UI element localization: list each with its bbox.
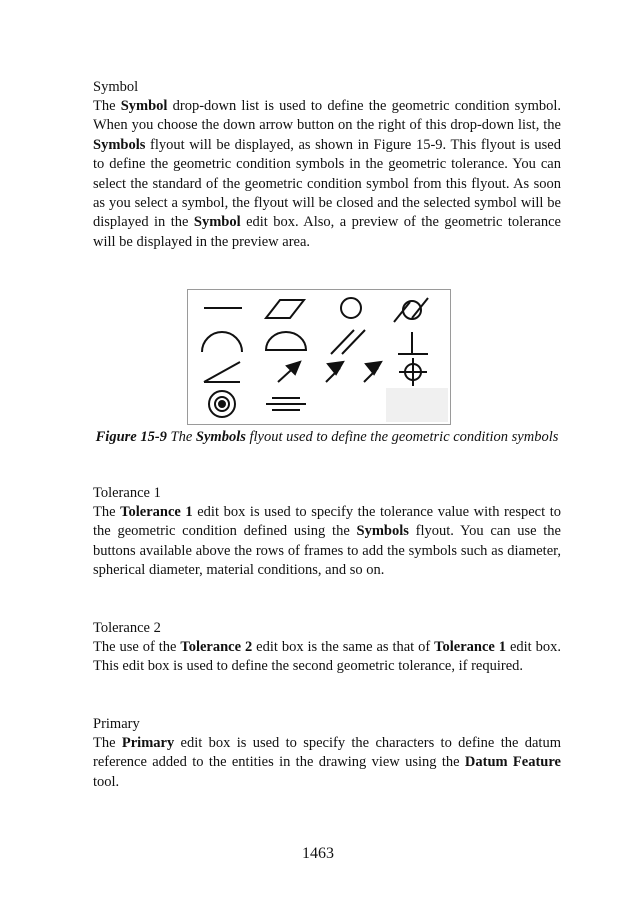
page-number: 1463 bbox=[302, 845, 334, 862]
bold-term: Tolerance 2 bbox=[180, 639, 253, 655]
circularity-icon bbox=[341, 298, 361, 318]
section-tolerance-2 bbox=[93, 619, 561, 677]
caption-label: Figure 15-9 bbox=[95, 429, 167, 445]
symbols-flyout-figure bbox=[187, 289, 451, 425]
section-heading: Primary bbox=[93, 716, 140, 732]
text: edit box is used to specify the tolerance value with respect to the geometric condition defined using the bbox=[93, 504, 561, 540]
text: flyout used to define the geometric condition symbols bbox=[245, 429, 559, 445]
bold-term: Symbol bbox=[193, 214, 241, 231]
text: The bbox=[93, 504, 121, 520]
bold-term: Symbol bbox=[120, 98, 168, 114]
paragraph bbox=[93, 503, 561, 581]
symbols-grid bbox=[188, 290, 450, 424]
total-runout-icon bbox=[326, 362, 381, 382]
concentricity-icon bbox=[209, 391, 235, 417]
flatness-icon bbox=[266, 300, 304, 318]
paragraph bbox=[93, 734, 561, 792]
parallelism-icon bbox=[331, 330, 365, 354]
section-heading: Symbol bbox=[93, 79, 139, 95]
text: The use of the bbox=[93, 639, 181, 655]
figure-caption bbox=[93, 428, 561, 447]
bold-term: Tolerance 1 bbox=[434, 639, 507, 655]
section-heading: Tolerance 2 bbox=[93, 620, 161, 636]
text: The bbox=[166, 429, 196, 445]
bold-term: Symbols bbox=[93, 136, 146, 153]
text: edit box. This edit box is used to define the second geometric tolerance, if required. bbox=[93, 639, 561, 675]
circular-runout-icon bbox=[278, 362, 300, 382]
profile-of-surface-icon bbox=[266, 332, 306, 350]
paragraph bbox=[93, 97, 561, 252]
none-icon bbox=[386, 388, 448, 422]
angularity-icon bbox=[204, 362, 240, 382]
text: tool. bbox=[93, 773, 120, 790]
position-icon bbox=[399, 358, 427, 386]
bold-term: Primary bbox=[121, 735, 175, 751]
symmetry-icon bbox=[266, 398, 306, 410]
bold-term: Symbols bbox=[195, 429, 246, 445]
paragraph bbox=[93, 638, 561, 677]
text: flyout will be displayed, as shown in Figure 15-9. This flyout is used to define the geometric condition symbols in the geometric tolerance. You can select the standard of the geometric condition symbol from this flyout. As soon as you select a symbol, the flyout will be closed and the selected symbol will be displayed in the bbox=[93, 136, 561, 231]
section-tolerance-1 bbox=[93, 484, 561, 581]
text: edit box is the same as that of bbox=[252, 639, 435, 655]
text: flyout. You can use the buttons available above the rows of frames to add the symbols such as diameter, spherical diameter, material conditions, and so on. bbox=[93, 523, 561, 579]
text: The bbox=[93, 98, 121, 114]
section-heading: Tolerance 1 bbox=[93, 485, 161, 501]
profile-of-line-icon bbox=[202, 332, 242, 352]
bold-term: Datum Feature bbox=[464, 754, 561, 771]
text: edit box. Also, a preview of the geometric tolerance will be displayed in the preview area. bbox=[93, 214, 561, 250]
perpendicularity-icon bbox=[398, 332, 428, 354]
text: edit box is used to specify the characters to define the datum reference added to the entities in the drawing view using the bbox=[93, 735, 561, 771]
section-primary bbox=[93, 715, 561, 792]
text: drop-down list is used to define the geometric condition symbol. When you choose the down arrow button on the right of this drop-down list, the bbox=[93, 98, 561, 134]
text: The bbox=[93, 735, 122, 751]
bold-term: Symbols bbox=[356, 523, 409, 540]
bold-term: Tolerance 1 bbox=[120, 504, 193, 520]
cylindricity-icon bbox=[394, 298, 428, 322]
section-symbol bbox=[93, 78, 561, 252]
